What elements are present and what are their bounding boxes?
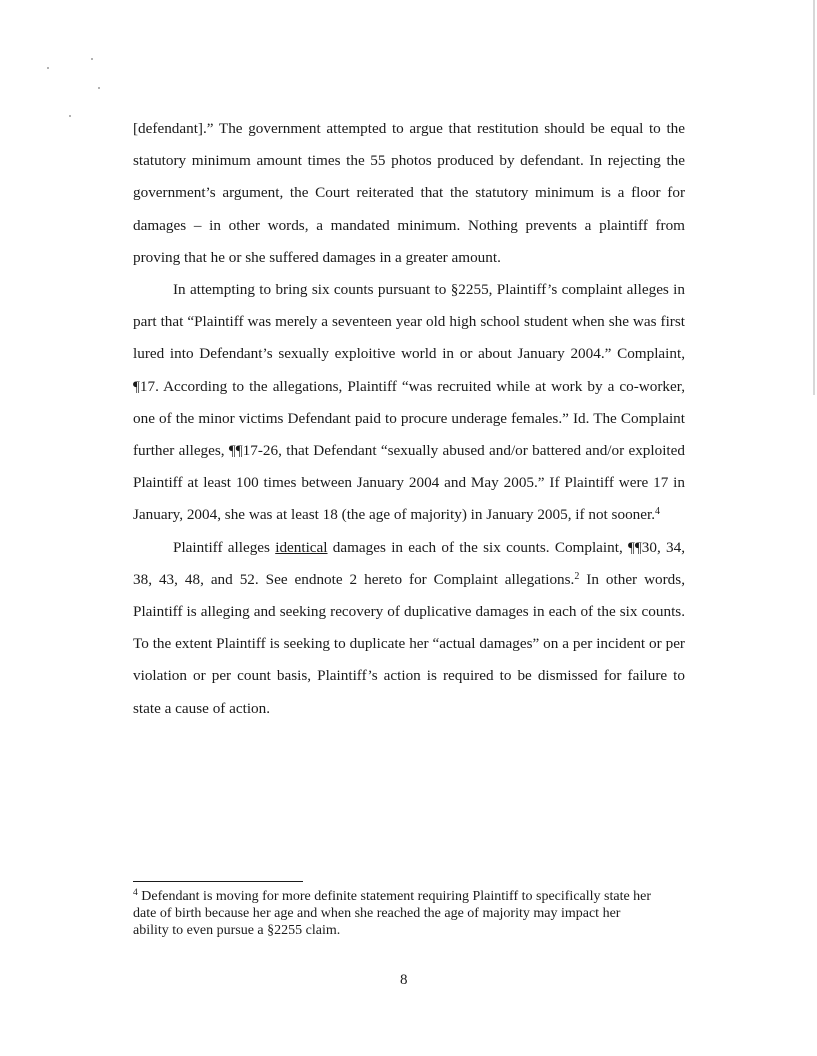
body-text (133, 113, 685, 725)
page-number: 8 (400, 972, 408, 988)
underlined-word: identical (275, 538, 328, 556)
paragraph-3-lead: Plaintiff alleges (173, 538, 276, 556)
footnote-ref-4: 4 (655, 506, 661, 518)
paragraph-3-tail: In other words, Plaintiff is alleging and seeking recovery of duplicative damages in each of the six counts. To the extent Plaintiff is seeking to duplicate her “actual damages” on a per incident or per violation or per count basis, Plaintiff’s action is required to be dismissed for failure to state a cause of action. (133, 570, 685, 717)
paragraph-2-text: In attempting to bring six counts pursuant to §2255, Plaintiff’s complaint alleges in part that “Plaintiff was merely a seventeen year old high school student when she was first lured into Defendant’s sexually exploitive world in or about January 2004.” Complaint, ¶17. According to the allegations, Plaintiff “was recruited while at work by a co-worker, one of the minor victims Defendant paid to procure underage females.” Id. The Complaint further alleges, ¶¶17-26, that Defendant “sexually abused and/or battered and/or exploited Plaintiff at least 100 times between January 2004 and May 2005.” If Plaintiff were 17 in January, 2004, she was at least 18 (the age of majority) in January 2005, if not sooner. (133, 281, 685, 524)
paragraph-3 (133, 532, 685, 725)
scan-edge-line (813, 0, 815, 395)
endnote-ref-2: 2 (574, 570, 580, 582)
footnote-text: Defendant is moving for more definite statement requiring Plaintiff to specifically state her date of birth because her age and when she reached the age of majority may impact her ability to even pursue a §2255 claim. (133, 889, 652, 938)
paragraph-1: [defendant].” The government attempted to argue that restitution should be equal to the statutory minimum amount times the 55 photos produced by defendant. In rejecting the government’s argument, the Court reiterated that the statutory minimum is a floor for damages – in other words, a mandated minimum. Nothing prevents a plaintiff from proving that he or she suffered damages in a greater amount. (133, 120, 685, 266)
footnote-number: 4 (133, 888, 138, 898)
footnote (133, 888, 653, 939)
paragraph-3-mid: damages in each of the six counts. Complaint, ¶¶30, 34, 38, 43, 48, and 52. See endnote 2 hereto for Complaint allegations. (133, 538, 686, 588)
footnote-separator (133, 881, 303, 882)
paragraph-2 (133, 274, 685, 532)
